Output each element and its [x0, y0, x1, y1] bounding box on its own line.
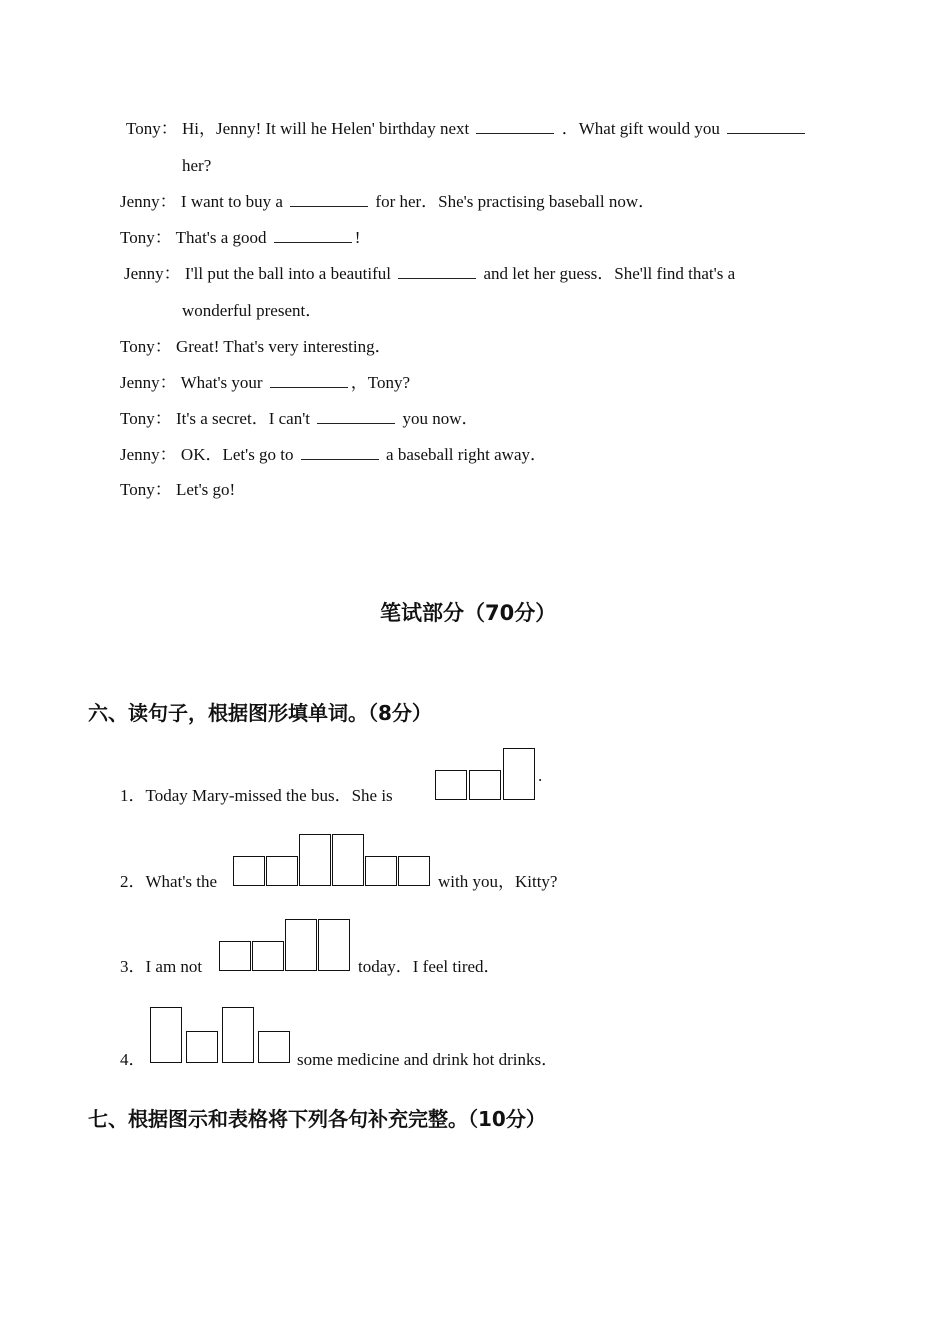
letter-box[interactable] [318, 919, 350, 971]
answer-blank[interactable] [317, 408, 395, 424]
letter-box[interactable] [469, 770, 501, 800]
letter-box[interactable] [435, 770, 467, 800]
q3-after: today．I feel tired． [358, 957, 501, 976]
written-section-title: 笔试部分（70分） [380, 601, 557, 625]
letter-box[interactable] [299, 834, 331, 886]
letter-box[interactable] [186, 1031, 218, 1063]
letter-box[interactable] [219, 941, 251, 971]
section6-title: 六、读句子，根据图形填单词。（8分） [88, 701, 432, 725]
dialogue-line-1: Tony： Hi，Jenny! It will he Helen' birthday next ．What gift would you [126, 118, 808, 139]
dialogue-line-7: Tony： It's a secret．I can't you now． [120, 409, 479, 428]
section7-title: 七、根据图示和表格将下列各句补充完整。（10分） [88, 1107, 546, 1131]
letter-box[interactable] [266, 856, 298, 886]
letter-box[interactable] [258, 1031, 290, 1063]
dialogue-line-5: Tony： Great! That's very interesting． [120, 337, 392, 356]
dialogue-line-3: Tony： That's a good ! [120, 228, 361, 247]
dialogue-line-4-cont: wonderful present． [182, 301, 323, 320]
q4-after: some medicine and drink hot drinks． [297, 1050, 559, 1069]
letter-box[interactable] [365, 856, 397, 886]
letter-box[interactable] [252, 941, 284, 971]
letter-box[interactable] [150, 1007, 182, 1063]
q2-after: with you，Kitty? [438, 872, 558, 891]
dialogue-line-1-cont: her? [182, 156, 212, 175]
answer-blank[interactable] [274, 227, 352, 243]
answer-blank[interactable] [290, 191, 368, 207]
dialogue-line-4: Jenny： I'll put the ball into a beautiful and let her guess．She'll find that's a [124, 264, 736, 283]
q1-period: . [538, 766, 543, 785]
letter-box[interactable] [503, 748, 535, 800]
answer-blank[interactable] [398, 263, 476, 279]
letter-box[interactable] [285, 919, 317, 971]
letter-box[interactable] [332, 834, 364, 886]
answer-blank[interactable] [727, 118, 805, 134]
dialogue-line-2: Jenny： I want to buy a for her．She's practising baseball now． [120, 192, 656, 211]
q2-text: 2．What's the [120, 872, 218, 891]
letter-box[interactable] [233, 856, 265, 886]
dialogue-line-8: Jenny： OK．Let's go to a baseball right away． [120, 445, 547, 464]
answer-blank[interactable] [476, 118, 554, 134]
letter-box[interactable] [222, 1007, 254, 1063]
letter-box[interactable] [398, 856, 430, 886]
q3-text: 3．I am not [120, 957, 203, 976]
answer-blank[interactable] [270, 372, 348, 388]
q4-number: 4． [120, 1050, 146, 1069]
answer-blank[interactable] [301, 444, 379, 460]
dialogue-line-9: Tony： Let's go! [120, 480, 236, 499]
dialogue-line-6: Jenny： What's your ，Tony? [120, 373, 411, 392]
q1-text: 1．Today Mary-missed the bus．She is [120, 786, 393, 805]
